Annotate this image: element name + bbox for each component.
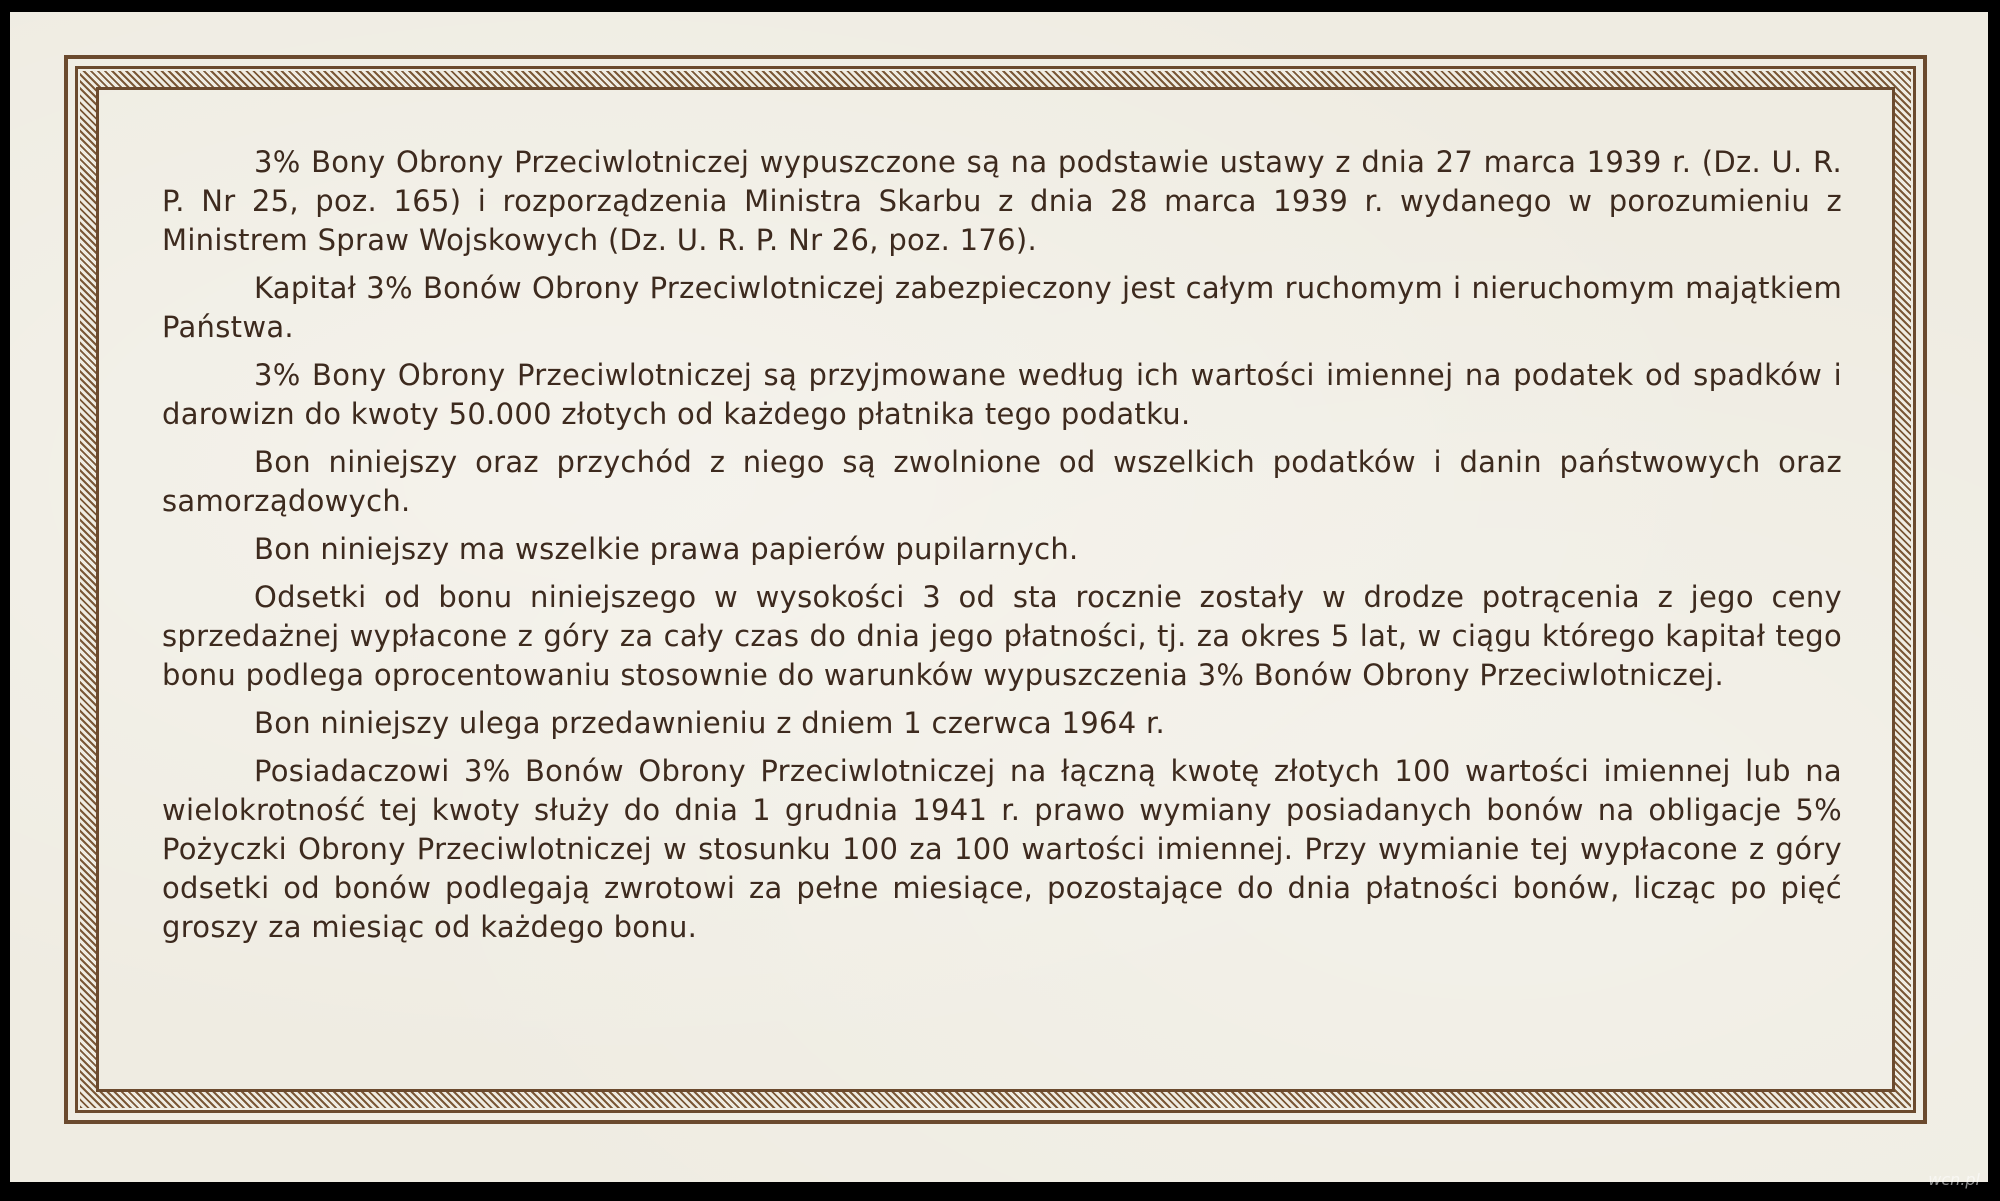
- paragraph-interest: Odsetki od bonu niniejszego w wysokości 3 od sta rocznie zostały w drodze potrącenia z jego ceny sprzedażnej wypłacone z góry za cały czas do dnia jego płatności, tj. za okres 5 lat, w ciągu którego kapitał tego bonu podlega oprocentowaniu stosownie do warunków wypuszczenia 3% Bonów Obrony Przeciwlotniczej.: [162, 580, 1842, 692]
- paragraph-tax-acceptance: 3% Bony Obrony Przeciwlotniczej są przyjmowane według ich wartości imiennej na podatek od spadków i darowizn do kwoty 50.000 złotych od każdego płatnika tego podatku.: [162, 358, 1842, 431]
- bond-terms-text: [162, 143, 1842, 956]
- paragraph-limitation: Bon niniejszy ulega przedawnieniu z dniem 1 czerwca 1964 r.: [254, 706, 1166, 740]
- paragraph-pupillary-rights: Bon niniejszy ma wszelkie prawa papierów pupilarnych.: [254, 532, 1079, 566]
- paragraph-exchange-right: Posiadaczowi 3% Bonów Obrony Przeciwlotniczej na łączną kwotę złotych 100 wartości imiennej lub na wielokrotność tej kwoty służy do dnia 1 grudnia 1941 r. prawo wymiany posiadanych bonów na obligacje 5% Pożyczki Obrony Przeciwlotniczej w stosunku 100 za 100 wartości imiennej. Przy wymianie tej wypłacone z góry odsetki od bonów podlegają zwrotowi za pełne miesiące, pozostające do dnia płatności bonów, licząc po pięć groszy za miesiąc od każdego bonu.: [162, 754, 1842, 944]
- paragraph-tax-exemption: Bon niniejszy oraz przychód z niego są zwolnione od wszelkich podatków i danin państwowych oraz samorządowych.: [162, 445, 1842, 518]
- paragraph-legal-basis: 3% Bony Obrony Przeciwlotniczej wypuszczone są na podstawie ustawy z dnia 27 marca 1939 r. (Dz. U. R. P. Nr 25, poz. 165) i rozporządzenia Ministra Skarbu z dnia 28 marca 1939 r. wydanego w porozumieniu z Ministrem Spraw Wojskowych (Dz. U. R. P. Nr 26, poz. 176).: [162, 145, 1842, 257]
- paragraph-capital-security: Kapitał 3% Bonów Obrony Przeciwlotniczej zabezpieczony jest całym ruchomym i nieruchomym majątkiem Państwa.: [162, 271, 1842, 344]
- watermark: wcn.pl: [1928, 1170, 1980, 1189]
